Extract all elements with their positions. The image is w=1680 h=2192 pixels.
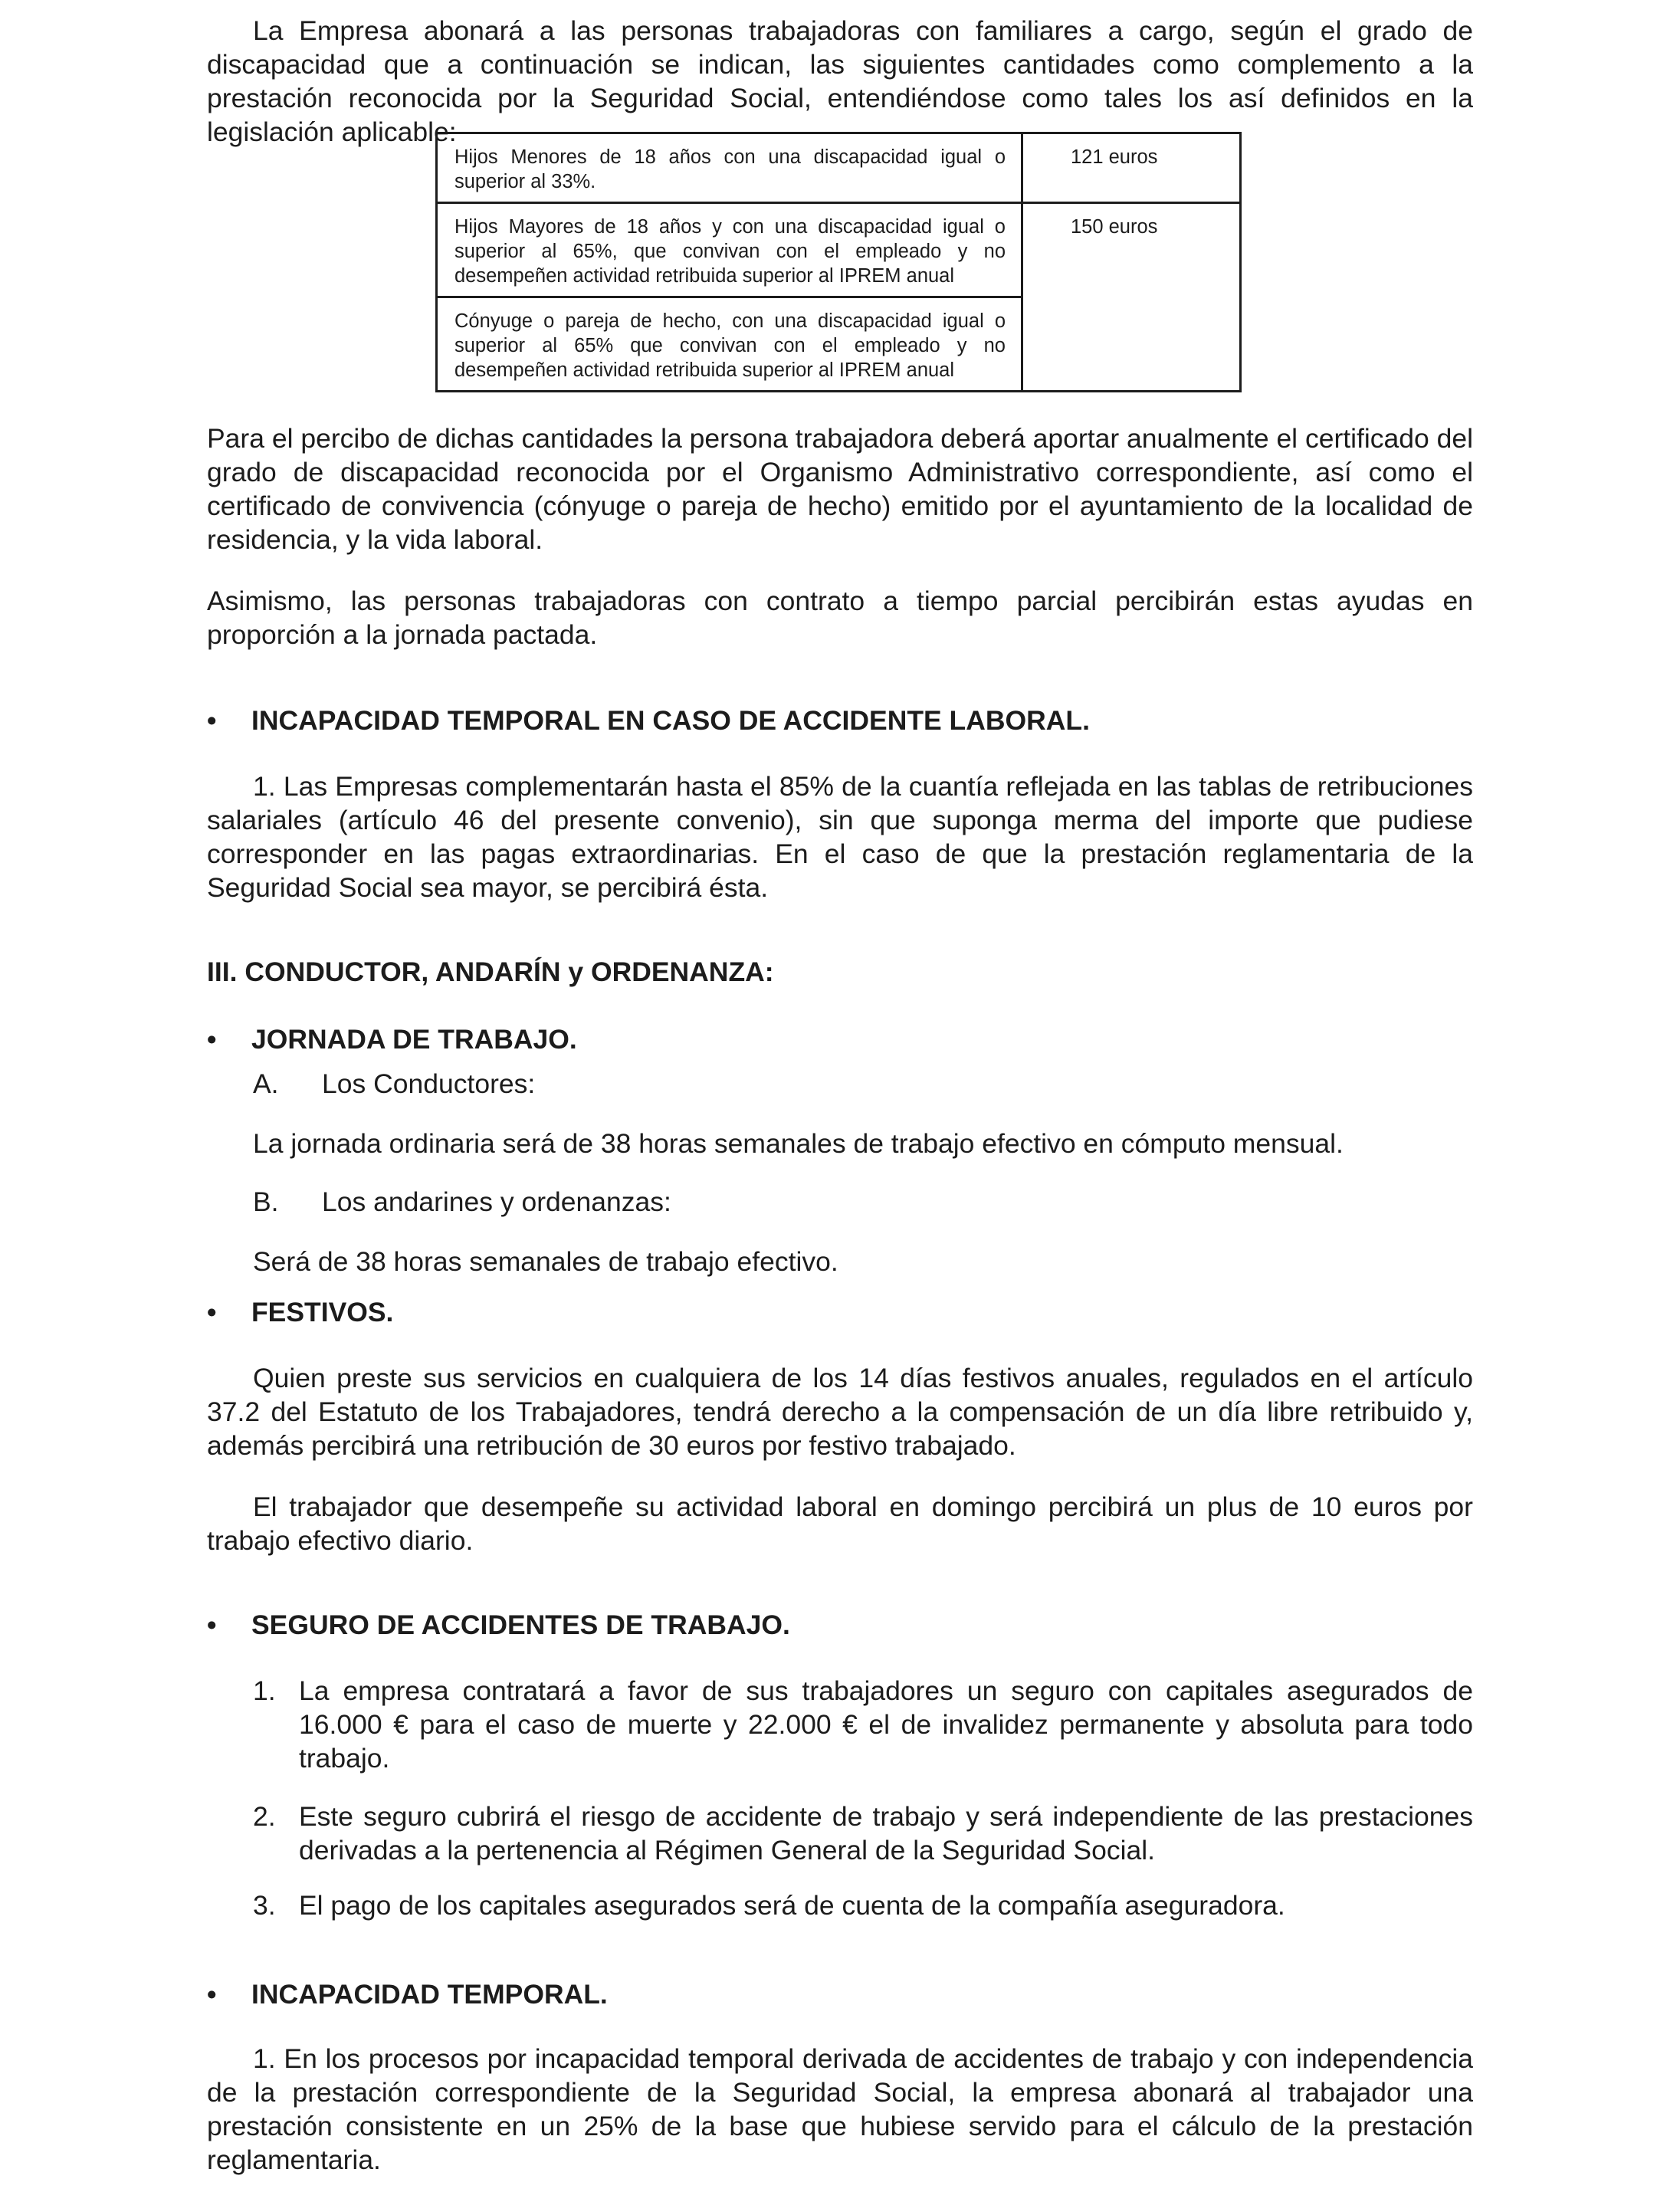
festivos-paragraph-1: Quien preste sus servicios en cualquiera de los 14 días festivos anuales, regulados en el artículo 37.2 del Estatuto de los Trabajadores, tendrá derecho a la compensación de un día libre retribuido y, además percibirá una retribución de 30 euros por festivo trabajado. [207, 1363, 1473, 1461]
bullet-icon: • [207, 1979, 217, 2010]
table-cell-description: Hijos Mayores de 18 años y con una discapacidad igual o superior al 65%, que convivan con el empleado y no desempeñen actividad retribuida superior al IPREM anual [437, 203, 1022, 297]
it-accident-paragraph: 1. Las Empresas complementarán hasta el 85% de la cuantía reflejada en las tablas de retribuciones salariales (artículo 46 del presente convenio), sin que suponga merma del importe que pudiese corresponder en las pagas extraordinarias. En el caso de que la prestación reglamentaria de la Seguridad Social sea mayor, se percibirá ésta. [207, 771, 1473, 903]
section-heading-text: SEGURO DE ACCIDENTES DE TRABAJO. [251, 1610, 790, 1640]
list-item-text: Este seguro cubrirá el riesgo de accidente de trabajo y será independiente de las prestaciones derivadas a la pertenencia al Régimen General de la Seguridad Social. [299, 1801, 1473, 1865]
section-iii-title: III. CONDUCTOR, ANDARÍN y ORDENANZA: [207, 957, 774, 987]
list-item-number: 2. [253, 1801, 276, 1832]
section-heading-text: INCAPACIDAD TEMPORAL. [251, 1979, 608, 2010]
list-item [253, 1800, 1473, 1867]
jornada-b-text: Será de 38 horas semanales de trabajo efectivo. [253, 1246, 838, 1277]
it-paragraph: 1. En los procesos por incapacidad temporal derivada de accidentes de trabajo y con independencia de la prestación correspondiente de la Seguridad Social, la empresa abonará al trabajador una prestación consistente en un 25% de la base que hubiese servido para el cálculo de la prestación reglamentaria. [207, 2043, 1473, 2175]
festivos-paragraph-2: El trabajador que desempeñe su actividad laboral en domingo percibirá un plus de 10 euros por trabajo efectivo diario. [207, 1491, 1473, 1556]
table-row [437, 133, 1241, 203]
sub-label: Los andarines y ordenanzas: [322, 1186, 671, 1217]
list-item-text: La empresa contratará a favor de sus trabajadores un seguro con capitales asegurados de 16.000 € para el caso de muerte y 22.000 € el de invalidez permanente y absoluta para todo trabajo. [299, 1675, 1473, 1774]
section-heading-text: FESTIVOS. [251, 1297, 394, 1327]
disability-amounts-table [435, 132, 1242, 392]
table-cell-description: Hijos Menores de 18 años con una discapacidad igual o superior al 33%. [437, 133, 1022, 203]
table-cell-amount: 150 euros [1022, 203, 1241, 392]
list-item-number: 3. [253, 1890, 276, 1921]
part-time-paragraph: Asimismo, las personas trabajadoras con contrato a tiempo parcial percibirán estas ayudas en proporción a la jornada pactada. [207, 586, 1473, 650]
table-row [437, 203, 1241, 297]
section-heading-text: INCAPACIDAD TEMPORAL EN CASO DE ACCIDENTE LABORAL. [251, 705, 1090, 736]
bullet-icon: • [207, 1024, 217, 1055]
list-item [253, 1888, 1473, 1922]
sub-letter: B. [253, 1186, 279, 1217]
list-item-number: 1. [253, 1675, 276, 1706]
table-cell-amount: 121 euros [1022, 133, 1241, 203]
bullet-icon: • [207, 705, 217, 736]
intro-paragraph: La Empresa abonará a las personas trabajadoras con familiares a cargo, según el grado de discapacidad que a continuación se indican, las siguientes cantidades como complemento a la prestación reconocida por la Seguridad Social, entendiéndose como tales los así definidos en la legislación aplicable: [207, 15, 1473, 147]
certificate-paragraph: Para el percibo de dichas cantidades la persona trabajadora deberá aportar anualmente el certificado del grado de discapacidad reconocida por el Organismo Administrativo correspondiente, así como el certificado de convivencia (cónyuge o pareja de hecho) emitido por el ayuntamiento de la localidad de residencia, y la vida laboral. [207, 423, 1473, 555]
table-cell-description: Cónyuge o pareja de hecho, con una discapacidad igual o superior al 65% que convivan con el empleado y no desempeñen actividad retribuida superior al IPREM anual [437, 297, 1022, 392]
bullet-icon: • [207, 1610, 217, 1640]
list-item [253, 1674, 1473, 1775]
sub-label: Los Conductores: [322, 1068, 536, 1099]
list-item-text: El pago de los capitales asegurados será de cuenta de la compañía aseguradora. [299, 1890, 1285, 1921]
jornada-a-text: La jornada ordinaria será de 38 horas semanales de trabajo efectivo en cómputo mensual. [253, 1128, 1344, 1159]
bullet-icon: • [207, 1297, 217, 1327]
sub-letter: A. [253, 1068, 279, 1099]
section-heading-text: JORNADA DE TRABAJO. [251, 1024, 577, 1055]
